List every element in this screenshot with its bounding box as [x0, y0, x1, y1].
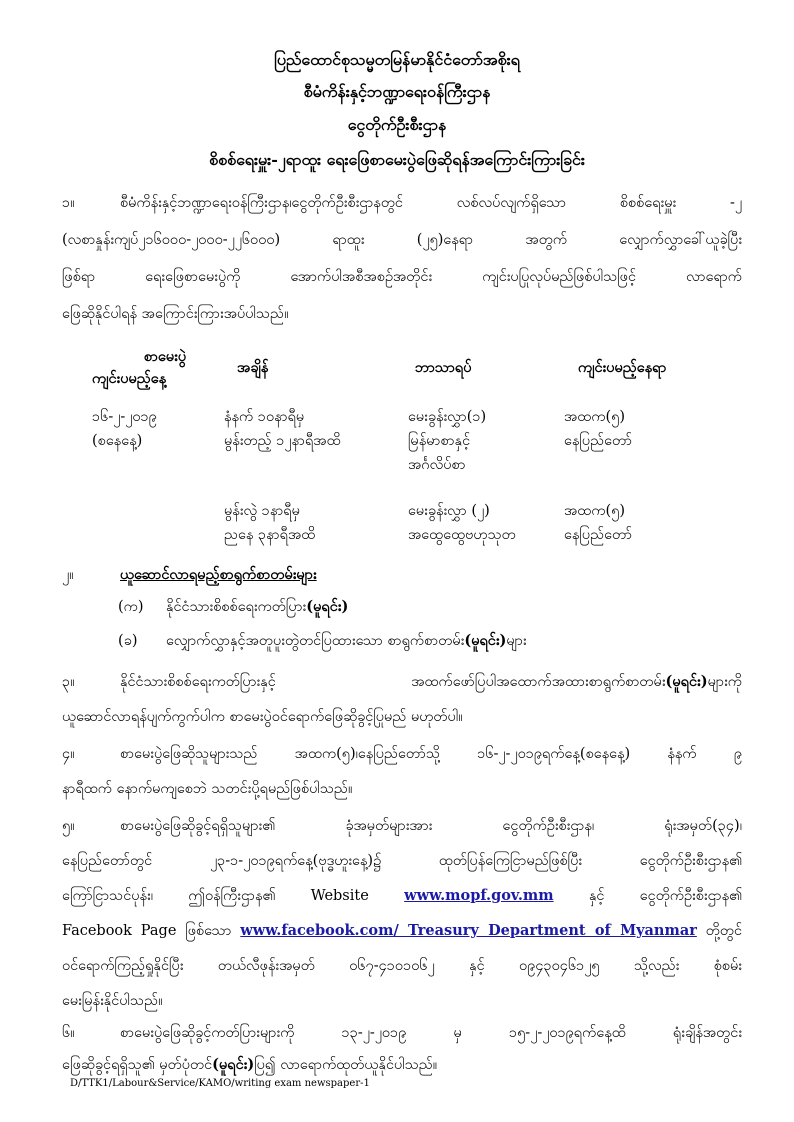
- para-4-line-2: နာရီထက် နောက်မကျစေဘဲ သတင်းပို့ရမည်ဖြစ်ပါသည်။: [62, 781, 353, 797]
- row-1-venue-2: နေပြည်တော်: [564, 433, 633, 449]
- item-a-label: (က): [118, 599, 144, 615]
- para-3-text-1c: များကို: [707, 674, 742, 690]
- facebook-page-link[interactable]: www.facebook.com/ Treasury Department of Myanmar: [240, 922, 697, 939]
- para-1-line-1: [62, 194, 742, 215]
- row-2-time-start: မွန်းလွဲ ၁နာရီမှ: [224, 503, 300, 519]
- header-department: ငွေတိုက်ဦးစီးဌာန: [347, 115, 447, 134]
- item-a-original: (မူရင်း): [306, 598, 349, 615]
- para-6-text-2c: ပြ၍ လာရောက်ထုတ်ယူနိုင်ပါသည်။: [254, 1057, 438, 1073]
- para-3-line-1: [62, 673, 742, 694]
- para-5-line-1: [62, 817, 742, 838]
- item-b-tail: များ: [506, 633, 527, 649]
- row-2-subject-2: အထွေထွေဗဟုသုတ: [408, 527, 516, 543]
- row-1-time-start: နံနက် ၁၀နာရီမှ: [224, 409, 305, 425]
- para-1-line-2: (လစာနှုန်းကျပ်၂၁၆၀၀၀-၂၀၀၀-၂၂၆၀၀၀) ရာထူး (၂၅)နေရာ အတွက် လျှောက်လွှာခေါ်ယူခဲ့ပြီး: [62, 232, 742, 248]
- table-header-venue: ကျင်းပမည့်နေရာ: [578, 359, 667, 376]
- row-1-subject-3: အင်္ဂလိပ်စာ: [408, 457, 466, 473]
- para-6-original: (မူရင်း): [212, 1056, 255, 1073]
- para-5-text-4a: Facebook Page ဖြစ်သော: [62, 923, 232, 939]
- para-3-text-1a: နိုင်ငံသားစိစစ်ရေးကတ်ပြားနှင့် အထက်ဖော်ပြပါအထောက်အထားစာရွက်စာတမ်း: [120, 674, 666, 690]
- para-5-text-3a: ကြော်ငြာသင်ပုန်း၊ ဤဝန်ကြီးဌာန၏ Website: [62, 888, 369, 904]
- item-b-text: လျှောက်လွှာနှင့်အတူပူးတွဲတင်ပြထားသော စာရွက်စာတမ်း: [166, 633, 465, 649]
- para-3-line-2: ယူဆောင်လာရန်ပျက်ကွက်ပါက စာမေးပွဲဝင်ရောက်ဖြေဆိုခွင့်ပြုမည် မဟုတ်ပါ။: [62, 709, 463, 725]
- header-ministry: စီမံကိန်းနှင့်ဘဏ္ဍာရေးဝန်ကြီးဌာန: [303, 82, 491, 101]
- para-5-line-6: မေးမြန်းနိုင်ပါသည်။: [62, 993, 163, 1009]
- row-2-time-end: ညနေ ၃နာရီအထိ: [224, 527, 316, 543]
- row-1-subject-2: မြန်မာစာနှင့်: [408, 433, 471, 449]
- item-b-original: (မူရင်း): [464, 632, 507, 649]
- row-1-time-end: မွန်းတည့် ၁၂နာရီအထိ: [224, 433, 341, 449]
- para-4-number: ၄။: [62, 746, 75, 762]
- para-1-line-3: ဖြစ်ရာ ရေးဖြေစာမေးပွဲကို အောက်ပါအစီအစဉ်အတိုင်း ကျင်းပပြုလုပ်မည်ဖြစ်ပါသဖြင့် လာရောက်: [62, 269, 742, 285]
- table-header-date-2: ကျင်းပမည့်နေ့: [92, 370, 167, 387]
- para-5-line-4: [62, 922, 742, 943]
- item-b-label: (ခ): [118, 633, 138, 649]
- para-2-heading: [62, 566, 742, 587]
- row-1-date: ၁၆-၂-၂၀၁၉: [92, 409, 157, 425]
- para-1-line-4: ဖြေဆိုနိုင်ပါရန် အကြောင်းကြားအပ်ပါသည်။: [62, 306, 289, 322]
- para-2-item-a: [118, 598, 738, 619]
- para-5-line-3: [62, 887, 742, 908]
- document-title: စိစစ်ရေးမှူး-၂ရာထူး ရေးဖြေစာမေးပွဲဖြေဆိုရန်အကြောင်းကြားခြင်း: [209, 150, 585, 169]
- row-1-day: (စနေနေ့): [92, 433, 143, 449]
- table-header-time: အချိန်: [237, 359, 269, 376]
- para-6-line-1: [62, 1024, 742, 1045]
- para-4-text-1: စာမေးပွဲဖြေဆိုသူများသည် အထက(၅)၊နေပြည်တော်သို့ ၁၆-၂-၂၀၁၉ရက်နေ့(စနေနေ့) နံနက် ၉: [120, 746, 742, 762]
- row-1-venue-1: အထက(၅): [564, 409, 625, 425]
- ministry-website-link[interactable]: www.mopf.gov.mm: [404, 887, 554, 904]
- para-3-original: (မူရင်း): [665, 673, 708, 690]
- item-a-text: နိုင်ငံသားစိစစ်ရေးကတ်ပြား: [166, 599, 307, 615]
- table-header-date-1: စာမေးပွဲ: [143, 348, 187, 365]
- para-5-line-2: နေပြည်တော်တွင် ၂၃-၁-၂၀၁၉ရက်နေ့(ဗုဒ္ဓဟူးနေ့)၌ ထုတ်ပြန်ကြေငြာမည်ဖြစ်ပြီး ငွေတိုက်ဦးစီးဌာန၏: [62, 853, 742, 869]
- para-1-number: ၁။: [62, 195, 75, 211]
- row-1-subject-1: မေးခွန်းလွှာ(၁): [408, 409, 487, 425]
- row-2-subject-1: မေးခွန်းလွှာ (၂): [408, 503, 490, 519]
- table-header-subject: ဘာသာရပ်: [415, 359, 472, 376]
- para-3-number: ၃။: [62, 674, 75, 690]
- document-reference-footer: D/TTK1/Labour&Service/KAMO/writing exam newspaper-1: [70, 1078, 370, 1089]
- para-6-text-1: စာမေးပွဲဖြေဆိုခွင့်ကတ်ပြားများကို ၁၃-၂-၂၀၁၉ မှ ၁၅-၂-၂၀၁၉ရက်နေ့ထိ ရုံးချိန်အတွင်း: [120, 1025, 742, 1041]
- para-5-text-3b: နှင့် ငွေတိုက်ဦးစီးဌာန၏: [588, 888, 743, 904]
- para-2-number: ၂။: [62, 567, 74, 583]
- para-5-text-1: စာမေးပွဲဖြေဆိုခွင့်ရရှိသူများ၏ ခုံအမှတ်များအား ငွေတိုက်ဦးစီးဌာန၊ ရုံးအမှတ်(၃၄)၊: [120, 818, 742, 834]
- para-6-line-2: [62, 1056, 742, 1077]
- para-2-title: ယူဆောင်လာရမည့်စာရွက်စာတမ်းများ: [120, 566, 317, 583]
- row-2-venue-2: နေပြည်တော်: [564, 527, 633, 543]
- para-1-text-1: စီမံကိန်းနှင့်ဘဏ္ဍာရေးဝန်ကြီးဌာန၊ငွေတိုက်ဦးစီးဌာနတွင် လစ်လပ်လျက်ရှိသော စိစစ်ရေးမှူး -၂: [120, 195, 742, 211]
- para-5-text-4b: တို့တွင်: [705, 923, 742, 939]
- para-6-text-2a: ဖြေဆိုခွင့်ရရှိသူ၏ မှတ်ပုံတင်: [62, 1057, 213, 1073]
- row-2-venue-1: အထက(၅): [564, 503, 625, 519]
- para-4-line-1: [62, 745, 742, 766]
- para-5-number: ၅။: [62, 818, 75, 834]
- para-6-number: ၆။: [62, 1025, 75, 1041]
- header-government: ပြည်ထောင်စုသမ္မတမြန်မာနိုင်ငံတော်အစိုးရ: [274, 50, 520, 69]
- para-5-line-5: ဝင်ရောက်ကြည့်ရှုနိုင်ပြီး တယ်လီဖုန်းအမှတ် ၀၆၇-၄၁၀၁၀၆၂ နှင့် ၀၉၄၃၀၄၆၁၂၅ သို့လည်း စုံစမ်း: [62, 958, 742, 974]
- para-2-item-b: [118, 632, 738, 653]
